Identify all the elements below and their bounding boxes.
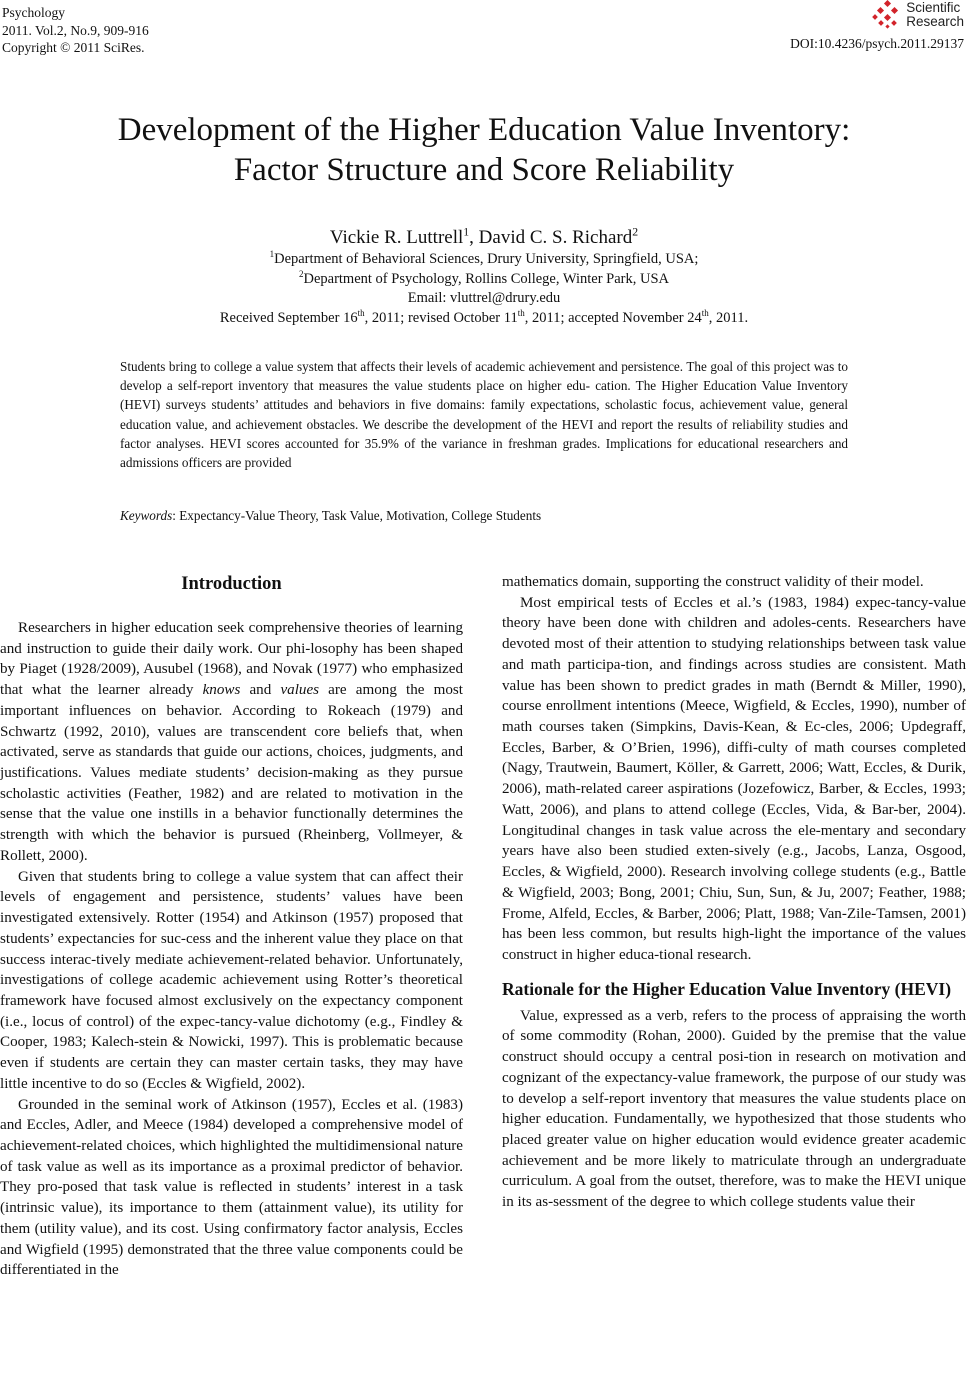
publisher-logo	[790, 0, 964, 30]
keywords-list: : Expectancy-Value Theory, Task Value, Motivation, College Students	[172, 508, 542, 523]
copyright-line: Copyright © 2011 SciRes.	[2, 40, 145, 55]
right-column	[502, 572, 966, 1213]
paragraph: Grounded in the seminal work of Atkinson (1957), Eccles et al. (1983) and Eccles, Adler, and Meece (1984) developed a comprehensive model of achievement-related choices, which highlighted the multidimensional nature of task value as well as its importance as a proximal predictor of behavior. They pro-posed that task value is reflected in students’ interest in a task (intrinsic value), its importance to them (attainment value), its utility for them (utility value), and its cost. Using confirmatory factor analysis, Eccles and Wigfield (1995) demonstrated that the three value components could be differentiated in the	[0, 1096, 463, 1279]
introduction-heading: Introduction	[181, 574, 282, 594]
paragraph: mathematics domain, supporting the construct validity of their model.	[502, 574, 924, 590]
title-line-2: Factor Structure and Score Reliability	[233, 152, 735, 188]
keywords	[120, 506, 848, 525]
paragraph: Most empirical tests of Eccles et al.’s (1983, 1984) expec-tancy-value theory have been done with children and adoles-cents. Researchers have devoted most of their attention to studying relationships between task value and math participa-tion, and findings across studies are consistent. Math value has been shown to predict grades in math (Berndt & Miller, 1990), course enrollment intentions (Meece, Wigfield, & Eccles, 1990), number of math courses taken (Simpkins, Davis-Kean, & Ec-cles, 2006; Updegraff, Eccles, Barber, & O’Brien, 1996), diffi-culty of math courses completed (Nagy, Trautwein, Baumert, Köller, & Garrett, 2006; Watt, Eccles, & Durik, 2006), math-related career aspirations (Jozefowicz, Barber, & Eccles, 1993; Watt, 2006), and plans to attend college (Eccles, Vida, & Bar-ber, 2004). Longitudinal changes in task value across the ele-mentary and secondary years have also been studied exten-sively (e.g., Jacobs, Lanza, Osgood, Eccles, & Wigfield, 2000). Research involving college students (e.g., Battle & Wigfield, 2003; Bong, 2001; Chiu, Sun, Sun, & Ju, 2007; Feather, 1988; Frome, Alfeld, Eccles, & Barber, 2006; Platt, 1988; Van-Zile-Tamsen, 2001) has been less common, but results high-light the importance of the values construct in higher educa-tional research.	[502, 594, 966, 963]
author-2-affil: 2	[632, 225, 639, 239]
affiliation-1: $^1$Department of Behavioral Sciences, Drury University, Springfield, USA;	[269, 249, 699, 267]
paragraph: Given that students bring to college a value system that can affect their levels of engagement and persistence, students’ values have been investigated extensively. Rotter (1954) and Atkinson (1957) proposed that students’ expectancies for suc-cess and the inherent value they place on that success interac-tively mediate achievement-related behavior. Unfortunately, investigations of college academic achievement using Rotter’s theoretical framework have focused almost exclusively on the expectancy component (i.e., locus of control) of the expec-tancy-value dichotomy (e.g., Findley & Cooper, 1983; Kalech-stein & Nowicki, 1997). This is problematic because even if students are certain they can master certain tasks, they may have little incentive to do so (Eccles & Wigfield, 2002).	[0, 868, 463, 1092]
journal-volume: 2011. Vol.2, No.9, 909-916	[2, 22, 149, 38]
paper-title	[0, 110, 968, 190]
publisher-line1: Scientific	[906, 0, 961, 15]
author-list	[0, 226, 968, 250]
author-1: Vickie R. Luttrell	[329, 227, 464, 248]
paragraph: Researchers in higher education seek comprehensive theories of learning and instruction to guide their daily work. Our phi-losophy has been shaped by Piaget (1928/2009), Ausubel (1968), and Novak (1977) who emphasized that what the learner already knows and values are among the most important influences on behavior. According to Rokeach (1979) and Schwartz (1992, 2010), values are transcendent core beliefs that, when activated, serve as standards that guide our actions, choices, judgments, and justifications. Values mediate students’ decision-making as they pursue scholastic activities (Feather, 1982) and are related to motivation in the sense that the value one instills in a behavior functionally determines the strength with which the behavior is pursued (Rheinberg, Vollmeyer, & Rollett, 2000).	[0, 620, 463, 864]
author-1-affil: 1	[463, 225, 470, 239]
journal-name: Psychology	[2, 5, 66, 20]
affiliations	[0, 250, 968, 328]
publisher-line2: Research	[906, 14, 964, 29]
journal-header	[2, 4, 149, 57]
left-column	[0, 572, 463, 1281]
keywords-label: Keywords	[120, 508, 173, 523]
dates-line: Received September 16th, 2011; revised October 11th, 2011; accepted November 24th, 2011.	[219, 307, 749, 326]
rationale-heading: Rationale for the Higher Education Value Inventory (HEVI)	[502, 978, 952, 999]
publisher-header	[790, 0, 964, 52]
affiliation-2: $^2$Department of Psychology, Rollins College, Winter Park, USA	[298, 268, 669, 287]
doi-line: DOI:10.4236/psych.2011.29137	[790, 36, 964, 51]
author-2: David C. S. Richard	[478, 227, 633, 248]
email-line: Email: vluttrel@drury.edu	[407, 290, 561, 306]
author-separator: ,	[469, 227, 479, 248]
paragraph: Value, expressed as a verb, refers to the process of appraising the worth of some commodity (Rohan, 2000). Guided by the premise that the value construct should occupy a central posi-tion in research on motivation and cognizant of the expectancy-value framework, the purpose of our study was to develop a self-report inventory that measures the value students place on higher education. Fundamentally, we hypothesized that those students who placed greater value on higher education would evidence greater academic achievement and be more likely to matriculate through an undergraduate curriculum. A goal from the outset, therefore, was to make the HEVI unique in its as-sessment of the degree to which college students value their	[502, 1007, 966, 1211]
scientific-research-logo-icon	[872, 0, 902, 30]
abstract: Students bring to college a value system that affects their levels of academic achievement and persistence. The goal of this project was to develop a self-report inventory that measures the value students place on higher edu- cation. The Higher Education Value Inventory (HEVI) surveys students’ attitudes and behaviors in five domains: family expectations, scholastic focus, achievement value, general education value, and achievement obstacles. We describe the development of the HEVI and report the results of reliability studies and factor analyses. HEVI scores accounted for 35.9% of the variance in freshman grades. Implications for educational researchers and admissions officers are provided	[120, 359, 849, 471]
title-line-1: Development of the Higher Education Value Inventory:	[117, 112, 851, 148]
